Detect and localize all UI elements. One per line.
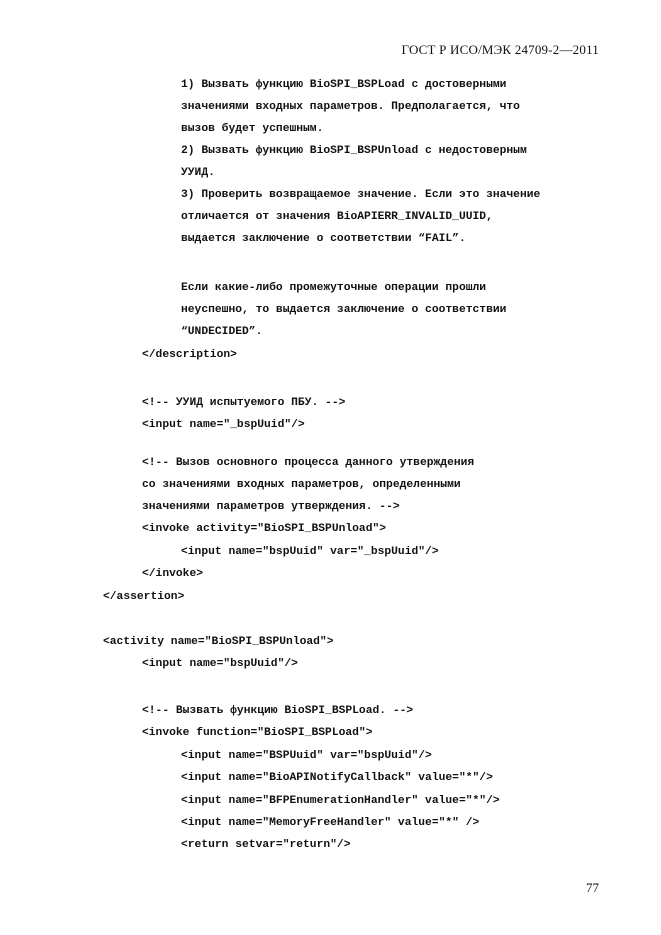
code-line: отличается от значения BioAPIERR_INVALID_UUID, bbox=[181, 211, 493, 223]
code-line: <invoke function="BioSPI_BSPLoad"> bbox=[142, 727, 373, 739]
code-line: </invoke> bbox=[142, 568, 204, 580]
code-line: значениями входных параметров. Предполагается, что bbox=[181, 101, 520, 113]
code-line: <input name="_bspUuid"/> bbox=[142, 419, 305, 431]
code-line: 1) Вызвать функцию BioSPI_BSPLoad с достоверными bbox=[181, 79, 507, 91]
code-line: вызов будет успешным. bbox=[181, 123, 324, 135]
code-line: </description> bbox=[142, 349, 237, 361]
code-comment: <!-- Вызвать функцию BioSPI_BSPLoad. --> bbox=[142, 705, 414, 717]
code-line: Если какие-либо промежуточные операции прошли bbox=[181, 282, 487, 294]
code-line: </assertion> bbox=[103, 591, 185, 603]
code-comment: <!-- УУИД испытуемого ПБУ. --> bbox=[142, 397, 346, 409]
page-number: 77 bbox=[586, 880, 599, 895]
code-comment: <!-- Вызов основного процесса данного утверждения bbox=[142, 457, 475, 469]
code-line: <input name="MemoryFreeHandler" value="*" /> bbox=[181, 817, 480, 829]
code-line: <input name="bspUuid" var="_bspUuid"/> bbox=[181, 546, 439, 558]
code-comment: значениями параметров утверждения. --> bbox=[142, 501, 400, 513]
code-line: 2) Вызвать функцию BioSPI_BSPUnload с недостоверным bbox=[181, 145, 527, 157]
code-line: <invoke activity="BioSPI_BSPUnload"> bbox=[142, 523, 387, 535]
code-line: УУИД. bbox=[181, 167, 215, 179]
code-line: <input name="BSPUuid" var="bspUuid"/> bbox=[181, 750, 432, 762]
code-line: <activity name="BioSPI_BSPUnload"> bbox=[103, 636, 334, 648]
code-line: “UNDECIDED”. bbox=[181, 326, 263, 338]
code-line: <input name="BFPEnumerationHandler" value="*"/> bbox=[181, 795, 500, 807]
code-line: <input name="BioAPINotifyCallback" value="*"/> bbox=[181, 772, 493, 784]
document-header: ГОСТ Р ИСО/МЭК 24709-2—2011 bbox=[401, 42, 599, 57]
code-line: <input name="bspUuid"/> bbox=[142, 658, 298, 670]
code-line: <return setvar="return"/> bbox=[181, 839, 351, 851]
code-line: 3) Проверить возвращаемое значение. Если это значение bbox=[181, 189, 541, 201]
code-line: выдается заключение о соответствии “FAIL”. bbox=[181, 233, 466, 245]
code-line: неуспешно, то выдается заключение о соответствии bbox=[181, 304, 507, 316]
code-comment: со значениями входных параметров, определенными bbox=[142, 479, 461, 491]
